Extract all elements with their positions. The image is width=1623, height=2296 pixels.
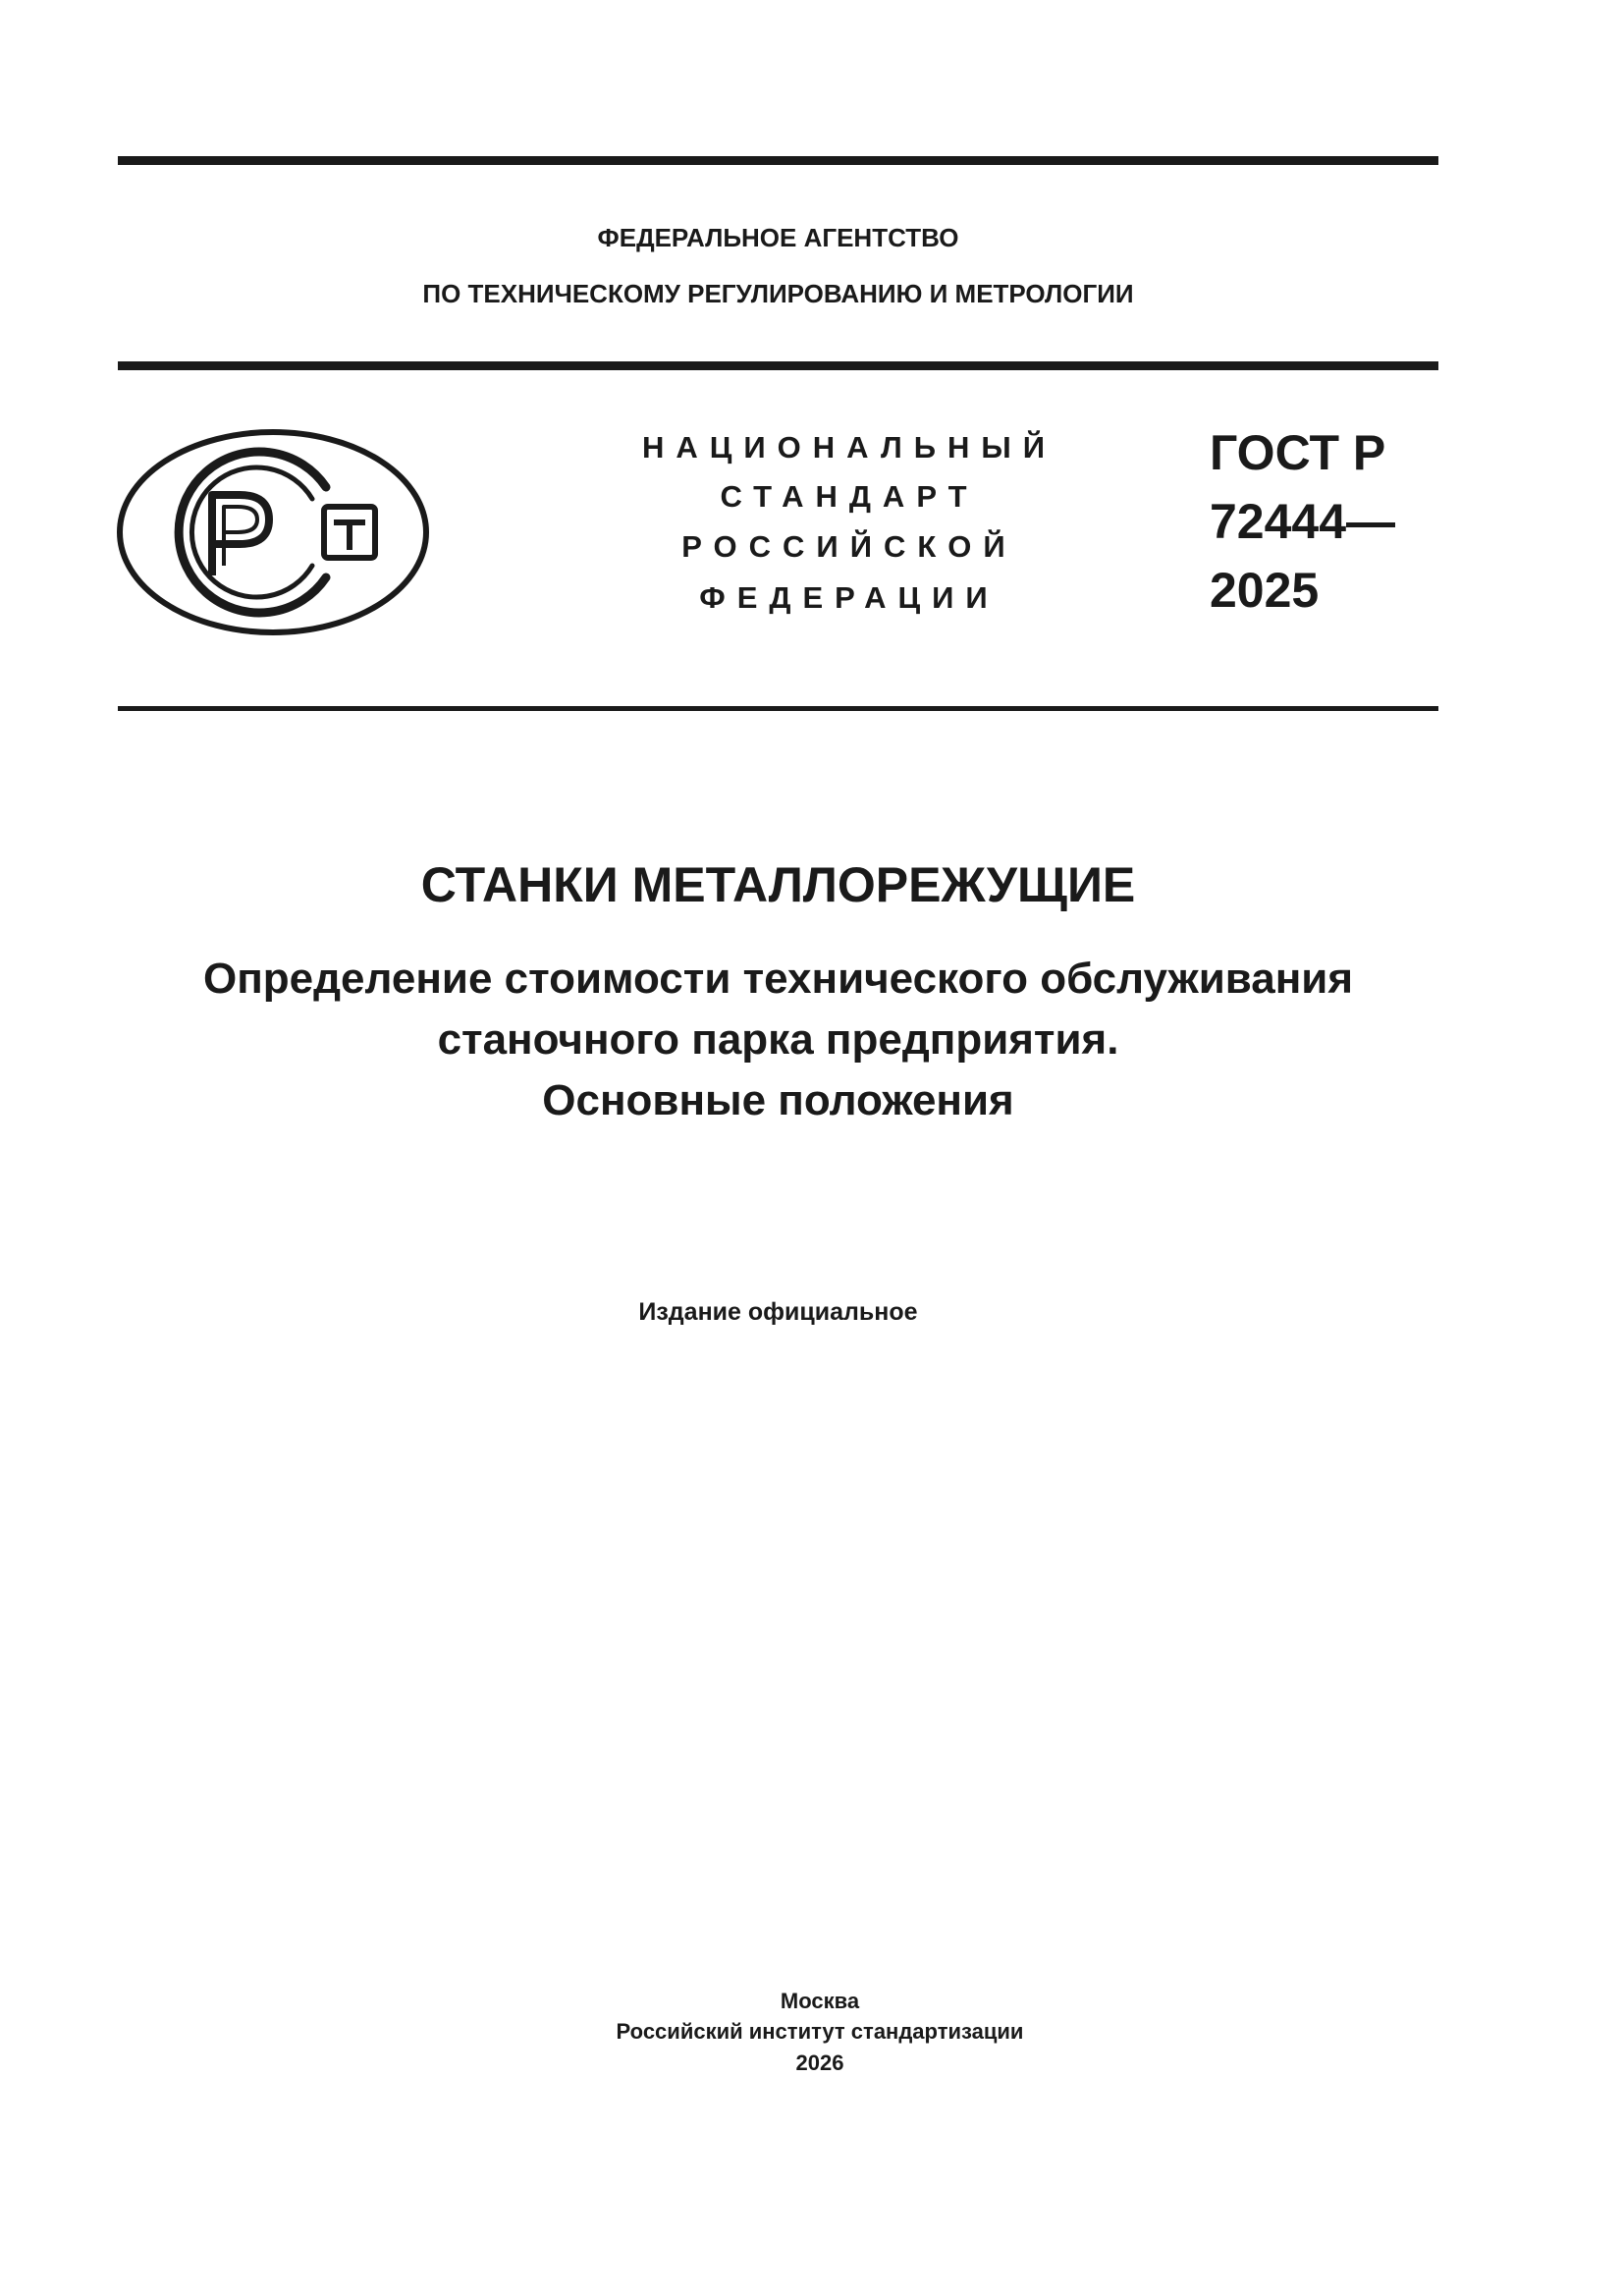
national-standard-line-2: СТАНДАРТ <box>720 479 979 514</box>
header-bottom-rule <box>118 361 1438 370</box>
agency-name-line-2: ПО ТЕХНИЧЕСКОМУ РЕГУЛИРОВАНИЮ И МЕТРОЛОГИИ <box>422 279 1134 308</box>
document-title: СТАНКИ МЕТАЛЛОРЕЖУЩИЕ <box>420 857 1136 912</box>
agency-name-line-1: ФЕДЕРАЛЬНОЕ АГЕНТСТВО <box>597 223 959 252</box>
gost-designation-line-1: ГОСТ Р <box>1210 425 1386 480</box>
edition-label: Издание официальное <box>638 1298 918 1326</box>
imprint-city: Москва <box>780 1989 860 2013</box>
document-subtitle-line-1: Определение стоимости технического обслуживания <box>202 955 1354 1003</box>
rst-certification-logo-icon <box>116 428 430 636</box>
gost-designation-line-2: 72444— <box>1210 494 1396 549</box>
national-standard-line-1: НАЦИОНАЛЬНЫЙ <box>641 430 1057 465</box>
document-subtitle-line-2: станочного парка предприятия. <box>437 1015 1119 1064</box>
standard-block-bottom-rule <box>118 706 1438 711</box>
imprint-year: 2026 <box>795 2050 844 2075</box>
gost-designation-line-3: 2025 <box>1210 563 1320 618</box>
imprint-publisher: Российский институт стандартизации <box>616 2019 1024 2044</box>
top-rule <box>118 156 1438 165</box>
document-subtitle-line-3: Основные положения <box>542 1076 1014 1124</box>
national-standard-line-4: ФЕДЕРАЦИИ <box>699 580 1000 615</box>
national-standard-line-3: РОССИЙСКОЙ <box>681 529 1017 564</box>
